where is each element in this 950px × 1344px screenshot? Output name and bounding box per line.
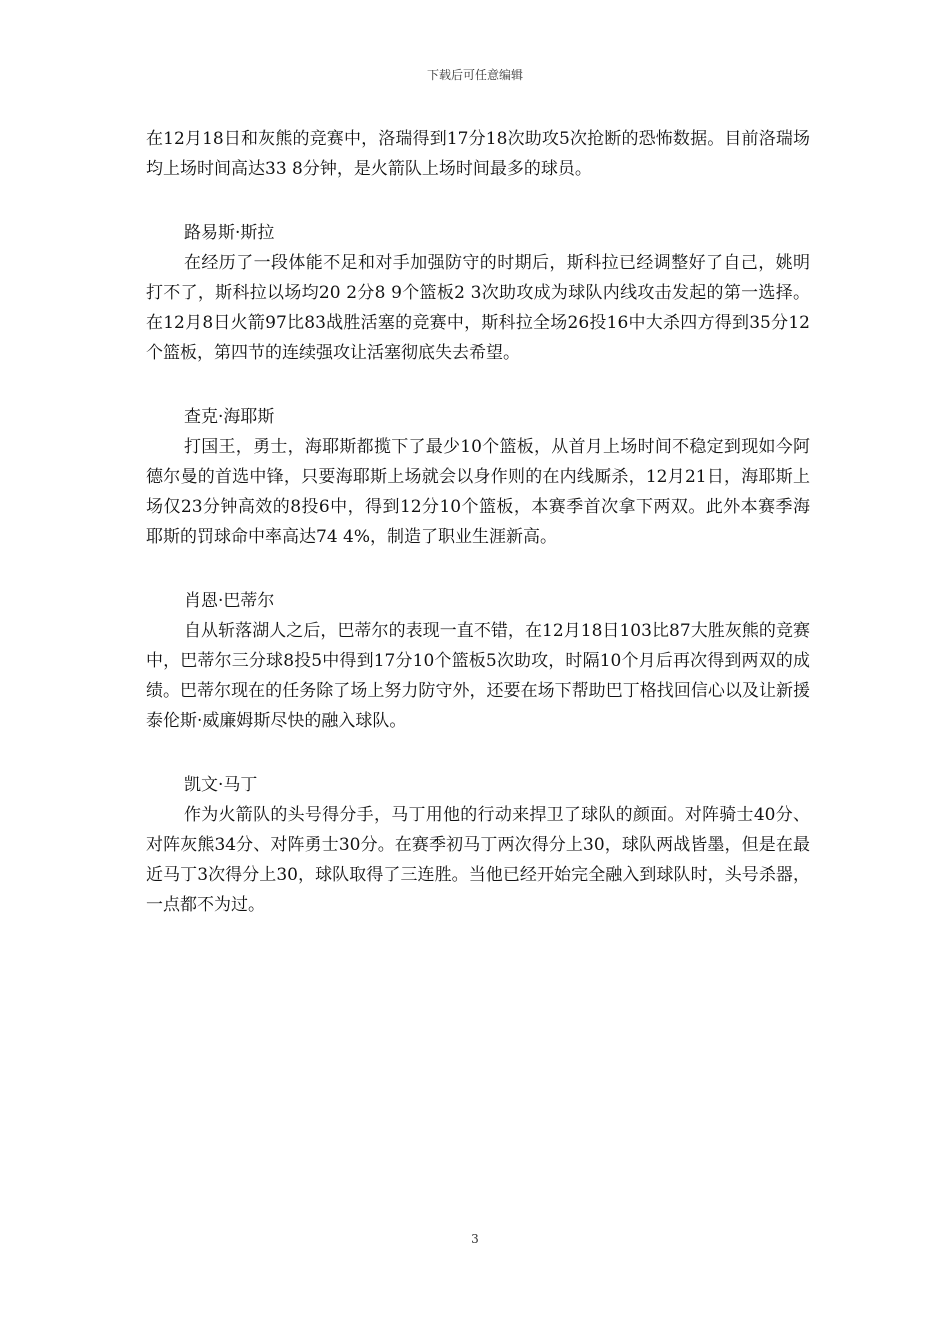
section-spacer [146,552,810,586]
section-spacer [146,184,810,218]
section-body-martin: 作为火箭队的头号得分手，马丁用他的行动来捍卫了球队的颜面。对阵骑士40分、对阵灰熊34分、对阵勇士30分。在赛季初马丁两次得分上30，球队两战皆墨，但是在最近马丁3次得分上30，球队取得了三连胜。当他已经开始完全融入到球队时，头号杀器，一点都不为过。 [146,805,810,915]
section-title-martin: 凯文·马丁 [184,775,258,795]
section-title-battier: 肖恩·巴蒂尔 [184,591,275,611]
section-body-hayes: 打国王，勇士，海耶斯都揽下了最少10个篮板，从首月上场时间不稳定到现如今阿德尔曼的首选中锋，只要海耶斯上场就会以身作则的在内线厮杀，12月21日，海耶斯上场仅23分钟高效的8投6中，得到12分10个篮板，本赛季首次拿下两双。此外本赛季海耶斯的罚球命中率高达74 4%，制造了职业生涯新高。 [146,437,810,547]
section-body-scola: 在经历了一段体能不足和对手加强防守的时期后，斯科拉已经调整好了自己，姚明打不了，斯科拉以场均20 2分8 9个篮板2 3次助攻成为球队内线攻击发起的第一选择。在12月8日火箭97比83战胜活塞的竞赛中，斯科拉全场26投16中大杀四方得到35分12个篮板，第四节的连续强攻让活塞彻底失去希望。 [146,253,810,363]
document-body [146,124,810,920]
section-spacer [146,736,810,770]
section-spacer [146,368,810,402]
section-body-battier: 自从斩落湖人之后，巴蒂尔的表现一直不错，在12月18日103比87大胜灰熊的竞赛中，巴蒂尔三分球8投5中得到17分10个篮板5次助攻，时隔10个月后再次得到两双的成绩。巴蒂尔现在的任务除了场上努力防守外，还要在场下帮助巴丁格找回信心以及让新援泰伦斯·威廉姆斯尽快的融入球队。 [146,621,810,731]
page-number: 3 [471,1232,479,1246]
intro-paragraph: 在12月18日和灰熊的竞赛中，洛瑞得到17分18次助攻5次抢断的恐怖数据。目前洛瑞场均上场时间高达33 8分钟，是火箭队上场时间最多的球员。 [146,129,810,179]
section-title-scola: 路易斯·斯拉 [184,223,275,243]
section-title-hayes: 查克·海耶斯 [184,407,275,427]
page-header: 下载后可任意编辑 [426,68,523,82]
